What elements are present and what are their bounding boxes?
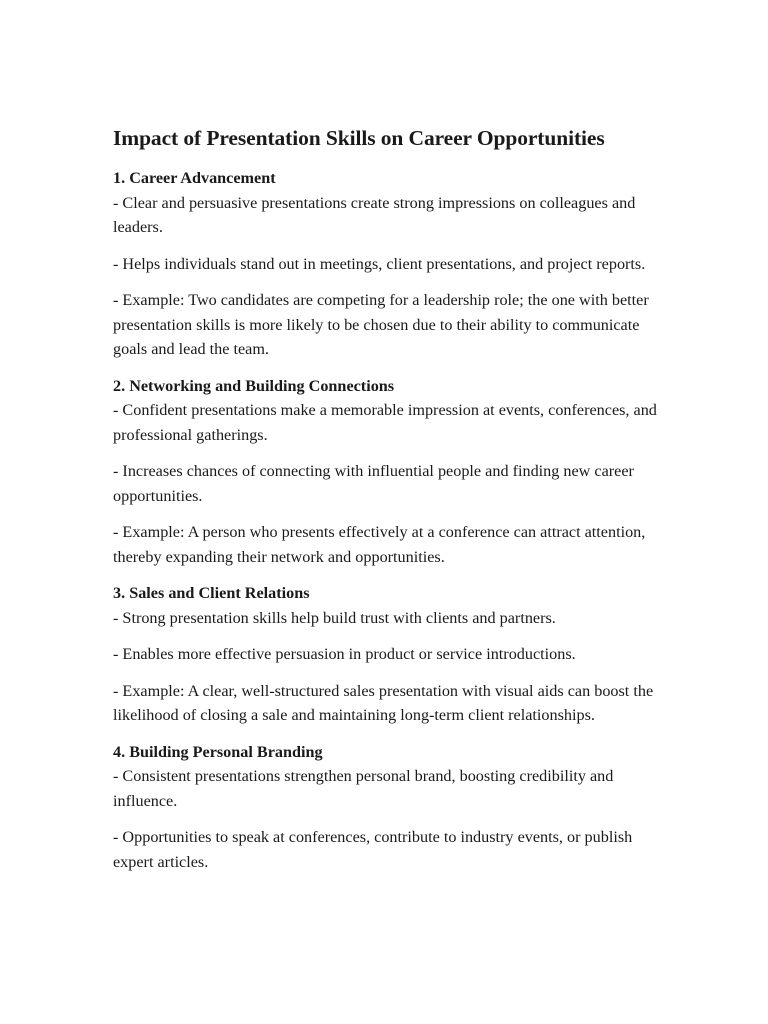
bullet-paragraph: - Enables more effective persuasion in product or service introductions. bbox=[113, 645, 576, 663]
example-paragraph: - Example: Two candidates are competing for a leadership role; the one with better presentation skills is more likely to be chosen due to their ability to communicate goals and lead the team. bbox=[113, 291, 649, 358]
bullet-paragraph: - Strong presentation skills help build trust with clients and partners. bbox=[113, 608, 556, 627]
section-career-advancement bbox=[113, 166, 658, 362]
bullet-paragraph: - Helps individuals stand out in meetings, client presentations, and project reports. bbox=[113, 254, 646, 273]
bullet-paragraph: - Clear and persuasive presentations create strong impressions on colleagues and leaders. bbox=[113, 193, 636, 236]
section-heading: 3. Sales and Client Relations bbox=[113, 584, 310, 602]
section-personal-branding bbox=[113, 740, 658, 875]
document-page bbox=[113, 124, 658, 886]
section-heading: 1. Career Advancement bbox=[113, 169, 276, 187]
example-paragraph: - Example: A person who presents effectively at a conference can attract attention, thereby expanding their network and opportunities. bbox=[113, 523, 646, 566]
section-networking bbox=[113, 374, 658, 570]
example-paragraph: - Example: A clear, well-structured sales presentation with visual aids can boost the likelihood of closing a sale and maintaining long-term client relationships. bbox=[113, 681, 654, 724]
section-sales-client-relations bbox=[113, 581, 658, 728]
bullet-paragraph: - Increases chances of connecting with influential people and finding new career opportunities. bbox=[113, 462, 634, 505]
section-heading: 4. Building Personal Branding bbox=[113, 742, 323, 761]
bullet-paragraph: - Consistent presentations strengthen personal brand, boosting credibility and influence. bbox=[113, 767, 614, 810]
section-heading: 2. Networking and Building Connections bbox=[113, 376, 395, 395]
bullet-paragraph: - Confident presentations make a memorable impression at events, conferences, and professional gatherings. bbox=[113, 401, 657, 444]
bullet-paragraph: - Opportunities to speak at conferences, contribute to industry events, or publish expert articles. bbox=[113, 828, 633, 871]
document-title: Impact of Presentation Skills on Career Opportunities bbox=[113, 126, 605, 150]
